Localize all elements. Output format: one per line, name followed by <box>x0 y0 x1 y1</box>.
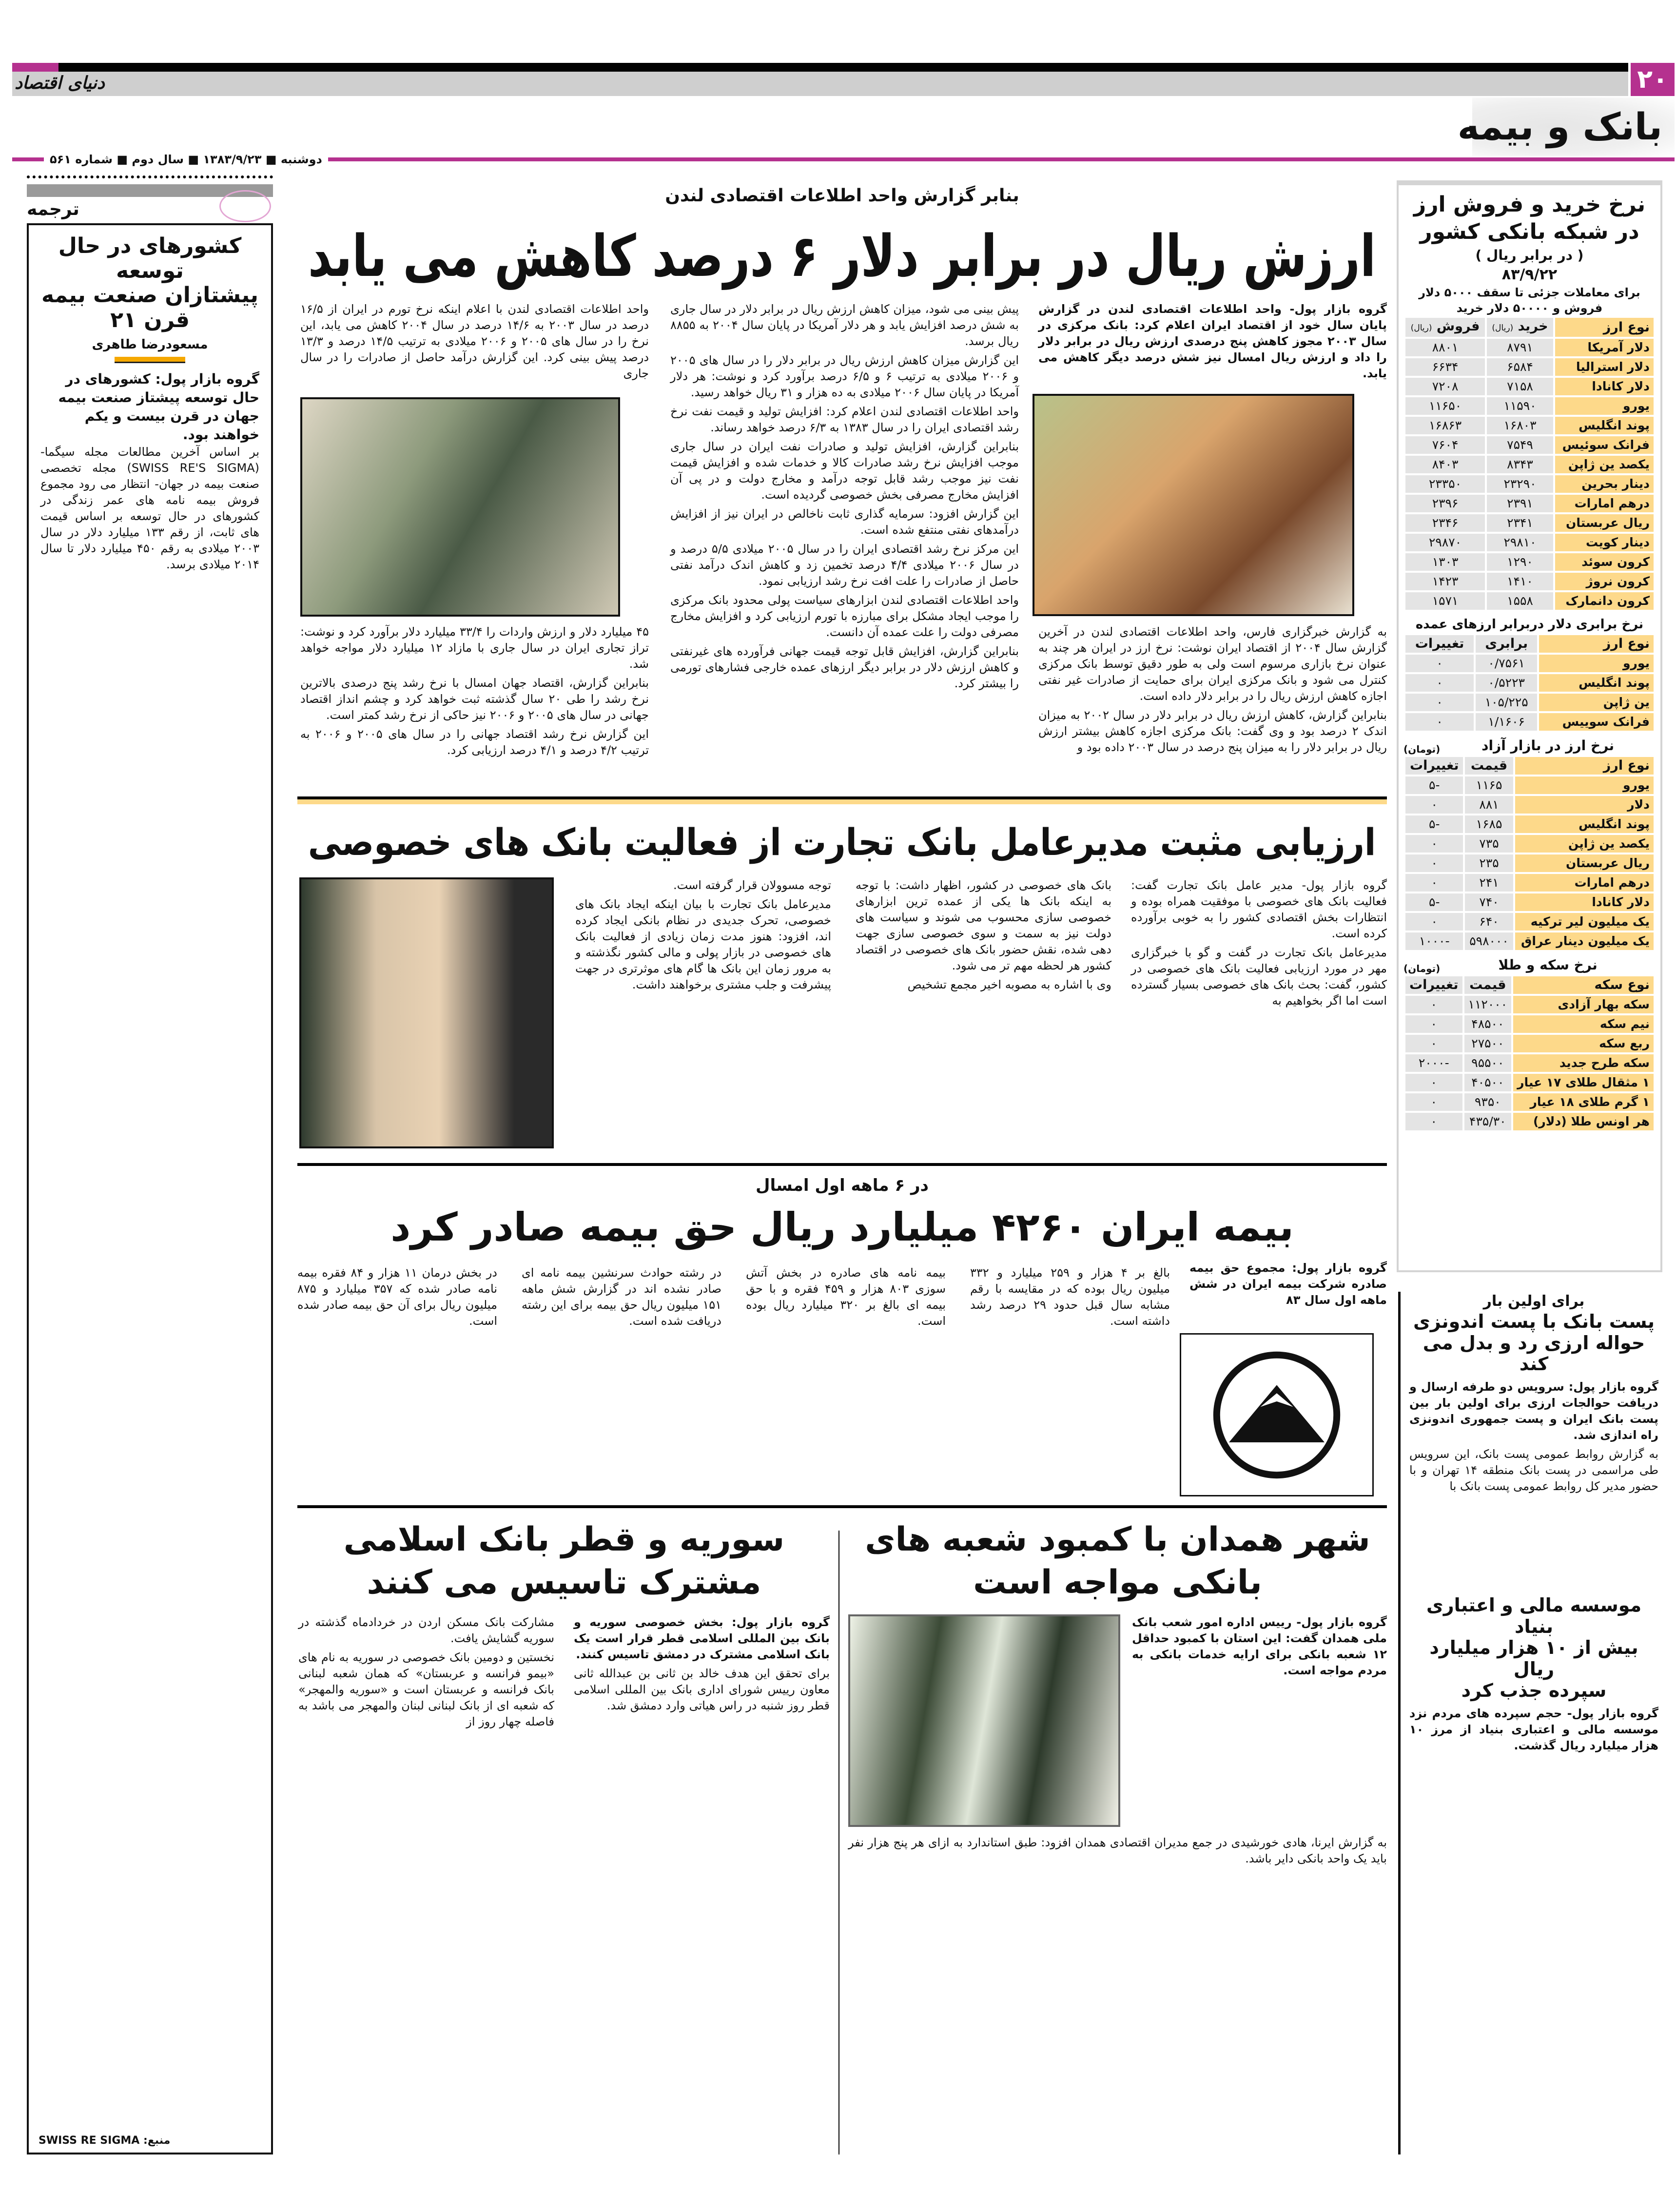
table-row <box>1405 1074 1654 1091</box>
table-header-row <box>1405 635 1654 653</box>
currency-name: ۱ گرم طلای ۱۸ عیار <box>1513 1093 1654 1111</box>
masthead-gray-band <box>12 72 1628 96</box>
currency-name: نیم سکه <box>1513 1015 1654 1033</box>
rate-value: ۱۲۹۰ <box>1487 553 1553 571</box>
paragraph: این گزارش میزان کاهش ارزش ریال در برابر دلار را در سال های ۲۰۰۵ و ۲۰۰۶ میلادی به ترتیب ۶ و ۶/۵ درصد برآورد کرد و نوشت: هر دلار آمریکا در پایان سال ۲۰۰۶ میلادی به ده هزار و ۳۱ ریال خواهد رسید. <box>670 353 1019 399</box>
yellow-divider <box>297 799 1387 804</box>
table-row <box>1405 553 1654 571</box>
header-label: تغییرات <box>1409 758 1459 773</box>
table-row <box>1405 573 1654 590</box>
currency-name: کرون دانمارک <box>1555 592 1654 610</box>
globe-icon <box>219 190 271 222</box>
unit-label: (تومان) <box>1403 743 1441 755</box>
table-row <box>1405 835 1654 853</box>
rate-value: ۲۳۹۱ <box>1487 495 1553 512</box>
photo-bank-branch <box>848 1614 1120 1827</box>
photo-dollar-bills <box>300 397 620 617</box>
column-header <box>1405 318 1485 337</box>
currency-name: دلار استرالیا <box>1555 358 1654 376</box>
hamedan-headline: شهر همدان با کمبود شعبه های بانکی مواجه است <box>865 1520 1370 1602</box>
table-row <box>1405 913 1654 931</box>
paragraph: گروه بازار پول- واحد اطلاعات اقتصادی لندن در گزارش پایان سال خود از اقتصاد ایران اعلام کرد: بانک مرکزی در سال ۲۰۰۳ مجوز کاهش پنج درصدی ارزش ریال در برابر دلار را داد و ارزش ریال امسال نیز شش درصد دیگر کاهش می یابد. <box>1038 302 1387 380</box>
table-row <box>1405 796 1654 814</box>
currency-name: یورو <box>1515 776 1654 794</box>
paragraph: ۴۵ میلیارد دلار و ارزش واردات را ۳۳/۴ میلیارد دلار برآورد کرد و نوشت: تراز تجاری ایران در سال جاری با مازاد ۱۲ میلیارد دلار مواجه خواهد شد. <box>300 625 649 671</box>
rate-value: ۲۳۳۵۰ <box>1405 475 1485 493</box>
paragraph: این گزارش افزود: سرمایه گذاری ثابت ناخالص در ایران نیز از افزایش درآمدهای نفتی منتفع شده است. <box>670 507 1019 537</box>
insurance-headline <box>297 1203 1387 1252</box>
insurance-kicker: در ۶ ماهه اول امسال <box>755 1176 929 1195</box>
table-row <box>1405 1054 1654 1072</box>
rate-value: ۶۶۳۴ <box>1405 358 1485 376</box>
parity-title: نرخ برابری دلار دربرابر ارزهای عمده <box>1415 617 1644 632</box>
article-lead: گروه بازار پول- حجم سپرده های مردم نزد موسسه مالی و اعتباری بنیاد از مرز ۱۰ هزار میلیارد ریال گذشت. <box>1409 1706 1658 1752</box>
rate-value: ۱۴۲۳ <box>1405 573 1485 590</box>
paragraph: این گزارش نرخ رشد اقتصاد جهانی را در سال های ۲۰۰۵ و ۲۰۰۶ به ترتیب ۴/۲ درصد و ۴/۱ درصد ارزیابی کرد. <box>300 727 649 757</box>
newspaper-logo: دنیای اقتصاد <box>15 73 105 93</box>
header-label: نوع ارز <box>1603 319 1650 335</box>
rate-value: ۷۵۴۹ <box>1487 436 1553 454</box>
table-row <box>1405 456 1654 473</box>
fx-free-market-table <box>1403 755 1656 952</box>
table-row <box>1405 854 1654 872</box>
fx-subtitle: ( در برابر ریال ) <box>1475 247 1584 263</box>
main-headline-text: ارزش ریال در برابر دلار ۶ درصد کاهش می یابد <box>308 222 1376 290</box>
rate-value: -۱۰۰۰ <box>1405 932 1463 950</box>
rate-value: ۶۵۸۴ <box>1487 358 1553 376</box>
paragraph: بنابراین گزارش، کاهش ارزش ریال در برابر دلار در سال ۲۰۰۲ به میزان اندک ۲ درصد بود و وی گفت: بانک مرکزی اجازه کاهش بیشتر ارزش ریال در برابر دلار را به میزان پنج درصد در سال ۲۰۰۳ داده بود و <box>1038 708 1387 754</box>
postbank-headline: پست بانک با پست اندونزی <box>1413 1311 1655 1332</box>
main-col-left-top <box>300 301 649 385</box>
photo-ceo-portrait <box>299 877 554 1148</box>
rate-value: ۱۰۵/۲۲۵ <box>1476 694 1537 711</box>
currency-name: درهم امارات <box>1515 874 1654 892</box>
rate-value: ۰ <box>1405 996 1462 1013</box>
paragraph: به گزارش ایرنا، هادی خورشیدی در جمع مدیران اقتصادی همدان افزود: طبق استاندارد به ازای هر پنج هزار نفر باید یک واحد بانکی دایر باشد. <box>848 1835 1387 1865</box>
currency-name: یورو <box>1539 655 1654 672</box>
currency-name: یک میلیون دینار عراق <box>1515 932 1654 950</box>
syria-headline: سوریه و قطر بانک اسلامی مشترک تاسیس می کنند <box>343 1520 785 1602</box>
table-row <box>1405 592 1654 610</box>
rate-value: ۴۰۵۰۰ <box>1464 1074 1512 1091</box>
rate-value: ۲۹۸۱۰ <box>1487 534 1553 551</box>
rate-value: ۱۵۵۸ <box>1487 592 1553 610</box>
rate-value: ۰ <box>1405 1035 1462 1052</box>
header-label: قیمت <box>1470 758 1508 773</box>
syria-col-2 <box>298 1614 554 1733</box>
column-header <box>1405 635 1474 653</box>
rate-value: ۱۶۸۵ <box>1465 815 1513 833</box>
mountain-logo-icon <box>1208 1347 1345 1483</box>
table-row <box>1405 674 1654 692</box>
tejarat-col-3 <box>575 877 831 996</box>
currency-name: پوند انگلیس <box>1555 417 1654 434</box>
currency-name: دینار بحرین <box>1555 475 1654 493</box>
rate-value: ۲۴۱ <box>1465 874 1513 892</box>
header-label: نوع ارز <box>1603 758 1650 773</box>
rate-value: ۷۱۵۸ <box>1487 378 1553 395</box>
main-kicker: بنابر گزارش واحد اطلاعات اقتصادی لندن <box>665 186 1019 206</box>
table-row <box>1405 655 1654 672</box>
table-row <box>1405 713 1654 731</box>
currency-name: فرانک سوییس <box>1539 713 1654 731</box>
hamedan-lead-col <box>1132 1614 1387 1682</box>
rate-value: ۲۳۴۶ <box>1405 514 1485 532</box>
paragraph: واحد اطلاعات اقتصادی لندن اعلام کرد: افزایش تولید و قیمت نفت نرخ رشد اقتصادی ایران را در سال ۱۳۸۳ به ۶/۳ درصد خواهد رساند. <box>670 405 1019 434</box>
currency-name: درهم امارات <box>1555 495 1654 512</box>
table-row <box>1405 378 1654 395</box>
header-label: نوع ارز <box>1603 636 1650 651</box>
gold-title: نرخ سکه و طلا <box>1498 957 1598 973</box>
rate-value: ۰ <box>1405 1093 1462 1111</box>
column-header <box>1515 757 1654 775</box>
rate-value: ۸۴۰۳ <box>1405 456 1485 473</box>
table-row <box>1405 996 1654 1013</box>
table-row <box>1405 475 1654 493</box>
rate-value: ۸۳۴۳ <box>1487 456 1553 473</box>
right-articles <box>1398 1292 1662 2154</box>
bonyad-headline-line3: سپرده جذب کرد <box>1461 1679 1607 1701</box>
table-row <box>1405 815 1654 833</box>
paragraph: به گزارش خبرگزاری فارس، واحد اطلاعات اقتصادی لندن در آخرین گزارش سال ۲۰۰۴ از اقتصاد ایران نوشت: نرخ ارز در ایران هر چند به عنوان نرخ بازاری مرسوم است ولی به طور دقیق توسط بانک مرکزی کنترل می شود و بانک مرکزی ایران برای حمایت از صادرات غیر نفتی اجازه کاهش ارزش ریال را در برابر دلار داده است. <box>1038 625 1387 703</box>
fx-title: نرخ خرید و فروش ارز <box>1413 192 1646 217</box>
main-col-right-top <box>1038 301 1387 385</box>
article-headline: کشورهای در حال توسعه <box>58 233 242 283</box>
column-header <box>1539 635 1654 653</box>
article-lead: گروه بازار پول: کشورهای در حال توسعه پیشتاز صنعت بیمه جهان در قرن بیست و یکم خواهند بود. <box>58 371 259 443</box>
rate-value: ۲۷۵۰۰ <box>1464 1035 1512 1052</box>
rate-value: ۴۸۵۰۰ <box>1464 1015 1512 1033</box>
header-label: فروش <box>1436 319 1480 334</box>
rate-value: ۰ <box>1405 713 1474 731</box>
paragraph: بر اساس آخرین مطالعات مجله سیگما- (SWISS RE'S SIGMA) مجله تخصصی صنعت بیمه در جهان- انتظار می رود مجموع فروش بیمه نامه های عمر زندگی در کشورهای در حال توسعه بر اساس قیمت های ثابت، از رقم ۱۳۳ میلیارد دلار در سال ۲۰۰۳ میلادی به رقم ۴۵۰ میلیارد دلار تا سال ۲۰۱۴ میلادی برسد. <box>40 445 259 572</box>
table-row <box>1405 1035 1654 1052</box>
currency-name: فرانک سوئیس <box>1555 436 1654 454</box>
table-row <box>1405 436 1654 454</box>
header-label: تغییرات <box>1409 977 1459 992</box>
unit-label: (ریال) <box>1492 323 1514 333</box>
unit-label: (تومان) <box>1403 963 1441 974</box>
rate-value: ۱۶۸۰۳ <box>1487 417 1553 434</box>
rate-value: ۰ <box>1405 1015 1462 1033</box>
article-lead: گروه بازار پول: بخش خصوصی سوریه و بانک بین المللی اسلامی قطر قرار است یک بانک اسلامی مشترک در دمشق تاسیس کنند. <box>574 1615 830 1661</box>
author: مسعودرضا طاهری <box>92 337 208 352</box>
hamedan-body <box>848 1835 1387 1867</box>
column-header <box>1405 757 1463 775</box>
rate-value: ۸۸۰۱ <box>1405 339 1485 356</box>
paragraph: واحد اطلاعات اقتصادی لندن با اعلام اینکه نرخ تورم در ایران از ۱۶/۵ درصد در سال ۲۰۰۳ به ۱۴/۶ درصد در سال ۲۰۰۴ کاهش می یابد، این نرخ را در سال های ۲۰۰۵ و ۲۰۰۶ میلادی به ترتیب ۱۴/۵ درصد و ۱۳/۳ درصد پیش بینی کرد. این گزارش درآمد حاصل از صادرات را در سال جاری <box>300 302 649 380</box>
paragraph: مشارکت بانک مسکن اردن در خردادماه گذشته در سوریه گشایش یافت. <box>298 1615 554 1645</box>
currency-name: دلار کانادا <box>1555 378 1654 395</box>
tejarat-col-1 <box>1131 877 1387 1012</box>
main-col-left-bottom <box>300 624 649 761</box>
table-row <box>1405 1093 1654 1111</box>
currency-name: یورو <box>1555 397 1654 415</box>
postbank-headline-line2: حواله ارزی رد و بدل می کند <box>1423 1332 1645 1375</box>
top-magenta-accent <box>12 63 58 72</box>
rate-value: ۰/۷۵۶۱ <box>1476 655 1537 672</box>
table-row <box>1405 397 1654 415</box>
header-label: خرید <box>1518 319 1548 334</box>
rate-value: ۲۳۹۶ <box>1405 495 1485 512</box>
rate-value: ۸۸۱ <box>1465 796 1513 814</box>
header-label: قیمت <box>1469 977 1506 992</box>
source-credit: منبع: SWISS RE SIGMA <box>39 2134 171 2147</box>
dateline: دوشنبه ■ ۱۳۸۳/۹/۲۳ ■ سال دوم ■ شماره ۵۶۱ <box>44 150 328 169</box>
currency-name: دینار کویت <box>1555 534 1654 551</box>
rate-value: ۱۱۵۹۰ <box>1487 397 1553 415</box>
rate-value: ۰ <box>1405 796 1463 814</box>
unit-label: (ریال) <box>1410 323 1432 333</box>
header-label: تغییرات <box>1415 636 1464 651</box>
rate-value: ۱۵۷۱ <box>1405 592 1485 610</box>
paragraph: توجه مسوولان قرار گرفته است. <box>673 878 831 892</box>
column-header <box>1465 757 1513 775</box>
rate-value: ۰ <box>1405 1113 1462 1130</box>
paragraph: بالغ بر ۴ هزار و ۲۵۹ میلیارد و ۳۳۲ میلیون ریال بوده که در مقایسه با رقم مشابه سال قبل حدود ۲۹ درصد رشد داشته است. <box>970 1266 1170 1328</box>
rate-value: ۷۳۵ <box>1465 835 1513 853</box>
fx-title-line2: در شبکه بانکی کشور <box>1420 219 1639 244</box>
article-body <box>40 444 259 573</box>
fx-note: برای معاملات جزئی تا سقف ۵۰۰۰ دلار فروش و ۵۰۰۰۰ دلار خرید <box>1419 286 1640 315</box>
article-lead: گروه بازار پول: مجموع حق بیمه صادره شرکت بیمه ایران در شش ماهه اول سال ۸۳ <box>1189 1261 1387 1307</box>
paragraph: نخستین و دومین بانک خصوصی در سوریه به نام های «بیمو فرانسه و عربستان» که همان شعبه لبنانی بانک فرانسه و عربستان است و «سوریه والمهجر» که شعبه ای از بانک لبنانی لبنان والمهجر می باشد به فاصله چهار روز از <box>298 1650 554 1728</box>
rate-value: ۰ <box>1405 874 1463 892</box>
header-label: نوع سکه <box>1594 977 1650 992</box>
column-header <box>1476 635 1537 653</box>
paragraph: بانک های خصوصی در کشور، اظهار داشت: با توجه به اینکه بانک ها یکی از عمده ترین ابزارهای خصوصی سازی محسوب می شوند و سیاست های دولت نیز به سمت و سوی خصوصی سازی جهت دهی شده، نقش حضور بانک های خصوصی در اقتصاد کشور هر لحظه مهم تر می شود. <box>856 878 1111 972</box>
currency-name: پوند انگلیس <box>1515 815 1654 833</box>
currency-name: دلار کانادا <box>1515 893 1654 911</box>
paragraph: بنابراین گزارش، اقتصاد جهان امسال با نرخ رشد پنج درصدی بالاترین نرخ رشد را طی ۲۰ سال گذشته ثبت خواهد کرد و چشم انداز اقتصاد جهانی در سال های ۲۰۰۵ و ۲۰۰۶ نیز حاکی از نرخ رشد کمتر است. <box>300 676 649 722</box>
rate-value: ۴۳۵/۳۰ <box>1464 1113 1512 1130</box>
main-headline <box>297 222 1387 290</box>
orange-bar <box>115 357 185 363</box>
syria-article <box>298 1518 830 1733</box>
currency-name: ۱ مثقال طلای ۱۷ عیار <box>1513 1074 1654 1091</box>
currency-name: یکصد ین ژاپن <box>1555 456 1654 473</box>
main-col-right-bottom <box>1038 624 1387 758</box>
table-row <box>1405 874 1654 892</box>
table-row <box>1405 339 1654 356</box>
translation-article <box>27 223 273 2154</box>
table-row <box>1405 1113 1654 1130</box>
paragraph: در رشته حوادث سرنشین بیمه نامه ای صادر نشده اند در گزارش شش ماهه ۱۵۱ میلیون ریال حق بیمه برای این رشته دریافت شده است. <box>522 1266 721 1328</box>
fx-date: ۸۳/۹/۲۲ <box>1501 266 1558 283</box>
paragraph: بنابراین گزارش، افزایش تولید و صادرات نفت ایران در سال جاری موجب افزایش نرخ رشد صادرات کالا و خدمات شده و افزایش قیمت نفت نیز موجب رشد قابل توجه درآمد و مخارج دولت و در پی آن افزایش مخارج مصرفی بخش خصوصی گردیده است. <box>670 440 1019 502</box>
bonyad-headline-line2: بیش از ۱۰ هزار میلیارد ریال <box>1429 1637 1638 1680</box>
rate-value: ۱۱۶۵ <box>1465 776 1513 794</box>
section-label-translation: ترجمه <box>27 199 79 219</box>
fx-bank-table <box>1403 316 1656 612</box>
rate-value: ۷۶۰۴ <box>1405 436 1485 454</box>
table-header-row <box>1405 757 1654 775</box>
rate-value: ۲۳۴۱ <box>1487 514 1553 532</box>
currency-name: کرون نروژ <box>1555 573 1654 590</box>
dotted-rule <box>27 175 273 184</box>
rate-value: ۲۹۸۷۰ <box>1405 534 1485 551</box>
column-header <box>1487 318 1553 337</box>
insurance-body <box>297 1265 1170 1332</box>
column-header <box>1464 976 1512 994</box>
rate-value: ۷۲۰۸ <box>1405 378 1485 395</box>
tejarat-col-2 <box>856 877 1111 996</box>
rate-value: ۹۵۵۰۰ <box>1464 1054 1512 1072</box>
page-number: ۲۰ <box>1631 63 1675 96</box>
rate-value: ۰ <box>1405 835 1463 853</box>
currency-name: سکه بهار آزادی <box>1513 996 1654 1013</box>
photo-hands-money <box>1033 394 1354 616</box>
rate-value: ۶۴۰ <box>1465 913 1513 931</box>
paragraph: بنابراین گزارش، افزایش قابل توجه قیمت جهانی فرآورده های غیرنفتی و کاهش ارزش دلار در برابر دیگر ارزهای عمده خارجی فشارهای تورمی را بیشتر کرد. <box>670 644 1019 690</box>
rate-value: ۰ <box>1405 655 1474 672</box>
table-row <box>1405 514 1654 532</box>
currency-name: پوند انگلیس <box>1539 674 1654 692</box>
rate-value: ۹۳۵۰ <box>1464 1093 1512 1111</box>
section-title: بانک و بیمه <box>1457 105 1662 148</box>
main-col-middle <box>670 301 1019 695</box>
paragraph: واحد اطلاعات اقتصادی لندن ابزارهای سیاست پولی محدود بانک مرکزی را موجب ایجاد مشکل برای مبارزه با تورم ارزیابی کرد و افزایش مخارج مصرفی دولت را علت عمده آن دانست. <box>670 593 1019 639</box>
iran-insurance-logo <box>1180 1333 1374 1496</box>
tejarat-headline <box>297 819 1387 865</box>
table-row <box>1405 1015 1654 1033</box>
currency-name: یک میلیون لیر ترکیه <box>1515 913 1654 931</box>
paragraph: پیش بینی می شود، میزان کاهش ارزش ریال در برابر دلار در سال جاری به شش درصد افزایش یابد و هر دلار آمریکا در پایان سال ۲۰۰۴ به ۸۸۵۵ ریال برسد. <box>670 302 1019 348</box>
table-row <box>1405 495 1654 512</box>
table-header-row <box>1405 318 1654 337</box>
paragraph: این مرکز نرخ رشد اقتصادی ایران را در سال ۲۰۰۵ میلادی ۵/۵ درصد و در سال ۲۰۰۶ میلادی ۴/۴ درصد تخمین زد و کاهش اندک درآمد نفتی حاصل از صادرات را علت افت نرخ رشد ارزیابی نمود. <box>670 542 1019 588</box>
rate-value: ۰/۵۲۲۳ <box>1476 674 1537 692</box>
table-header-row <box>1405 976 1654 994</box>
rate-value: -۵ <box>1405 776 1463 794</box>
table-row <box>1405 534 1654 551</box>
rate-value: ۱۳۰۳ <box>1405 553 1485 571</box>
postbank-kicker: برای اولین بار <box>1483 1293 1585 1310</box>
paragraph: مدیرعامل بانک تجارت با بیان اینکه ایجاد بانک های خصوصی، تحرک جدیدی در نظام بانکی ایجاد کرده اند، افزود: هنوز مدت زمان زیادی از فعالیت بانک های خصوصی در بازار پولی و مالی کشور نگذشته و به مرور زمان این بانک ها گام های موثرتری در جهت پیشرفت و جلب مشتری برخواهند داشت. <box>575 897 831 991</box>
rate-value: -۲۰۰۰ <box>1405 1054 1462 1072</box>
article-headline-line2: پیشتازان صنعت بیمه قرن ۲۱ <box>41 283 258 332</box>
rate-value: ۸۷۹۱ <box>1487 339 1553 356</box>
rate-value: ۰ <box>1405 694 1474 711</box>
paragraph: به گزارش روابط عمومی پست بانک، این سرویس طی مراسمی در پست بانک منطقه ۱۴ تهران و با حضور مدیر کل روابط عمومی پست بانک با <box>1409 1447 1659 1494</box>
rate-value: ۲۳۲۹۰ <box>1487 475 1553 493</box>
divider <box>297 1163 1387 1166</box>
rate-value: ۱۴۱۰ <box>1487 573 1553 590</box>
rate-value: ۰ <box>1405 913 1463 931</box>
rate-value: ۰ <box>1405 854 1463 872</box>
currency-name: ربع سکه <box>1513 1035 1654 1052</box>
divider <box>297 1505 1387 1508</box>
hamedan-article <box>848 1518 1387 1870</box>
rate-value: ۱۶۸۶۳ <box>1405 417 1485 434</box>
table-row <box>1405 358 1654 376</box>
article-lead: گروه بازار پول- رییس اداره امور شعب بانک ملی همدان گفت: این استان با کمبود حداقل ۱۲ شعبه بانکی برای ارایه خدمات بانکی به مردم مواجه است. <box>1132 1615 1387 1677</box>
currency-name: ین ژاپن <box>1539 694 1654 711</box>
rate-value: ۷۴۰ <box>1465 893 1513 911</box>
currency-name: یکصد ین ژاپن <box>1515 835 1654 853</box>
paragraph: برای تحقق این هدف خالد بن ثانی بن عبدالله ثانی معاون رییس شورای اداری بانک بین المللی اسلامی قطر روز شنبه در راس هیاتی وارد دمشق شد. <box>574 1666 830 1712</box>
bonyad-headline: موسسه مالی و اعتباری بنیاد <box>1426 1594 1642 1637</box>
currency-name: سکه طرح جدید <box>1513 1054 1654 1072</box>
table-row <box>1405 694 1654 711</box>
paragraph: وی با اشاره به مصوبه اخیر مجمع تشخیص <box>907 978 1111 991</box>
top-black-bar <box>12 63 1628 72</box>
rate-value: ۲۳۵ <box>1465 854 1513 872</box>
vertical-divider <box>838 1531 839 2154</box>
currency-name: ریال عربستان <box>1555 514 1654 532</box>
rate-value: -۵ <box>1405 893 1463 911</box>
fx-rates-box <box>1397 180 1662 1272</box>
free-market-title: نرخ ارز در بازار آزاد <box>1481 737 1615 754</box>
currency-name: هر اونس طلا (دلار) <box>1513 1113 1654 1130</box>
paragraph: در بخش درمان ۱۱ هزار و ۸۴ فقره بیمه نامه صادر شده که ۳۵۷ میلیارد و ۸۷۵ میلیون ریال برای آن حق بیمه صادر شده است. <box>297 1266 497 1328</box>
rate-value: ۵۹۸۰۰۰ <box>1465 932 1513 950</box>
table-row <box>1405 893 1654 911</box>
rate-value: -۵ <box>1405 815 1463 833</box>
table-row <box>1405 417 1654 434</box>
syria-col-1 <box>574 1614 830 1717</box>
rate-value: ۱۱۲۰۰۰ <box>1464 996 1512 1013</box>
column-header <box>1405 976 1462 994</box>
paragraph: گروه بازار پول- مدیر عامل بانک تجارت گفت: فعالیت بانک های خصوصی با موفقیت همراه بوده و انتظارات بخش اقتصادی کشور را به خوبی برآورده کرده است. <box>1131 878 1387 940</box>
header-label: برابری <box>1485 636 1528 651</box>
article-lead: گروه بازار پول: سرویس دو طرفه ارسال و دریافت حوالجات ارزی برای اولین بار بین پست بانک ایران و پست جمهوری اندونزی راه اندازی شد. <box>1409 1380 1658 1442</box>
rate-value: ۰ <box>1405 674 1474 692</box>
insurance-headline-text: بیمه ایران ۴۲۶۰ میلیارد ریال حق بیمه صادر کرد <box>390 1204 1294 1250</box>
gold-coin-table <box>1403 974 1656 1132</box>
column-header <box>1513 976 1654 994</box>
rate-value: ۱/۱۶۰۶ <box>1476 713 1537 731</box>
rate-value: ۰ <box>1405 1074 1462 1091</box>
currency-name: دلار آمریکا <box>1555 339 1654 356</box>
rate-value: ۱۱۶۵۰ <box>1405 397 1485 415</box>
fx-parity-table <box>1403 633 1656 733</box>
paragraph: بیمه نامه های صادره در بخش آتش سوزی ۸۰۳ هزار و ۴۵۹ فقره و با حق بیمه ای بالغ بر ۳۲۰ میلیارد ریال بوده است. <box>746 1266 946 1328</box>
currency-name: کرون سوئد <box>1555 553 1654 571</box>
paragraph: مدیرعامل بانک تجارت در گفت و گو با خبرگزاری مهر در مورد ارزیابی فعالیت بانک های خصوصی در کشور، گفت: بحث بانک های خصوصی بسیار گسترده است اما اگر بخواهیم به <box>1131 946 1387 1008</box>
insurance-lead-col <box>1189 1260 1387 1311</box>
currency-name: ریال عربستان <box>1515 854 1654 872</box>
table-row <box>1405 932 1654 950</box>
tejarat-headline-text: ارزیابی مثبت مدیرعامل بانک تجارت از فعالیت بانک های خصوصی <box>308 820 1376 864</box>
table-row <box>1405 776 1654 794</box>
currency-name: دلار <box>1515 796 1654 814</box>
column-header <box>1555 318 1654 337</box>
